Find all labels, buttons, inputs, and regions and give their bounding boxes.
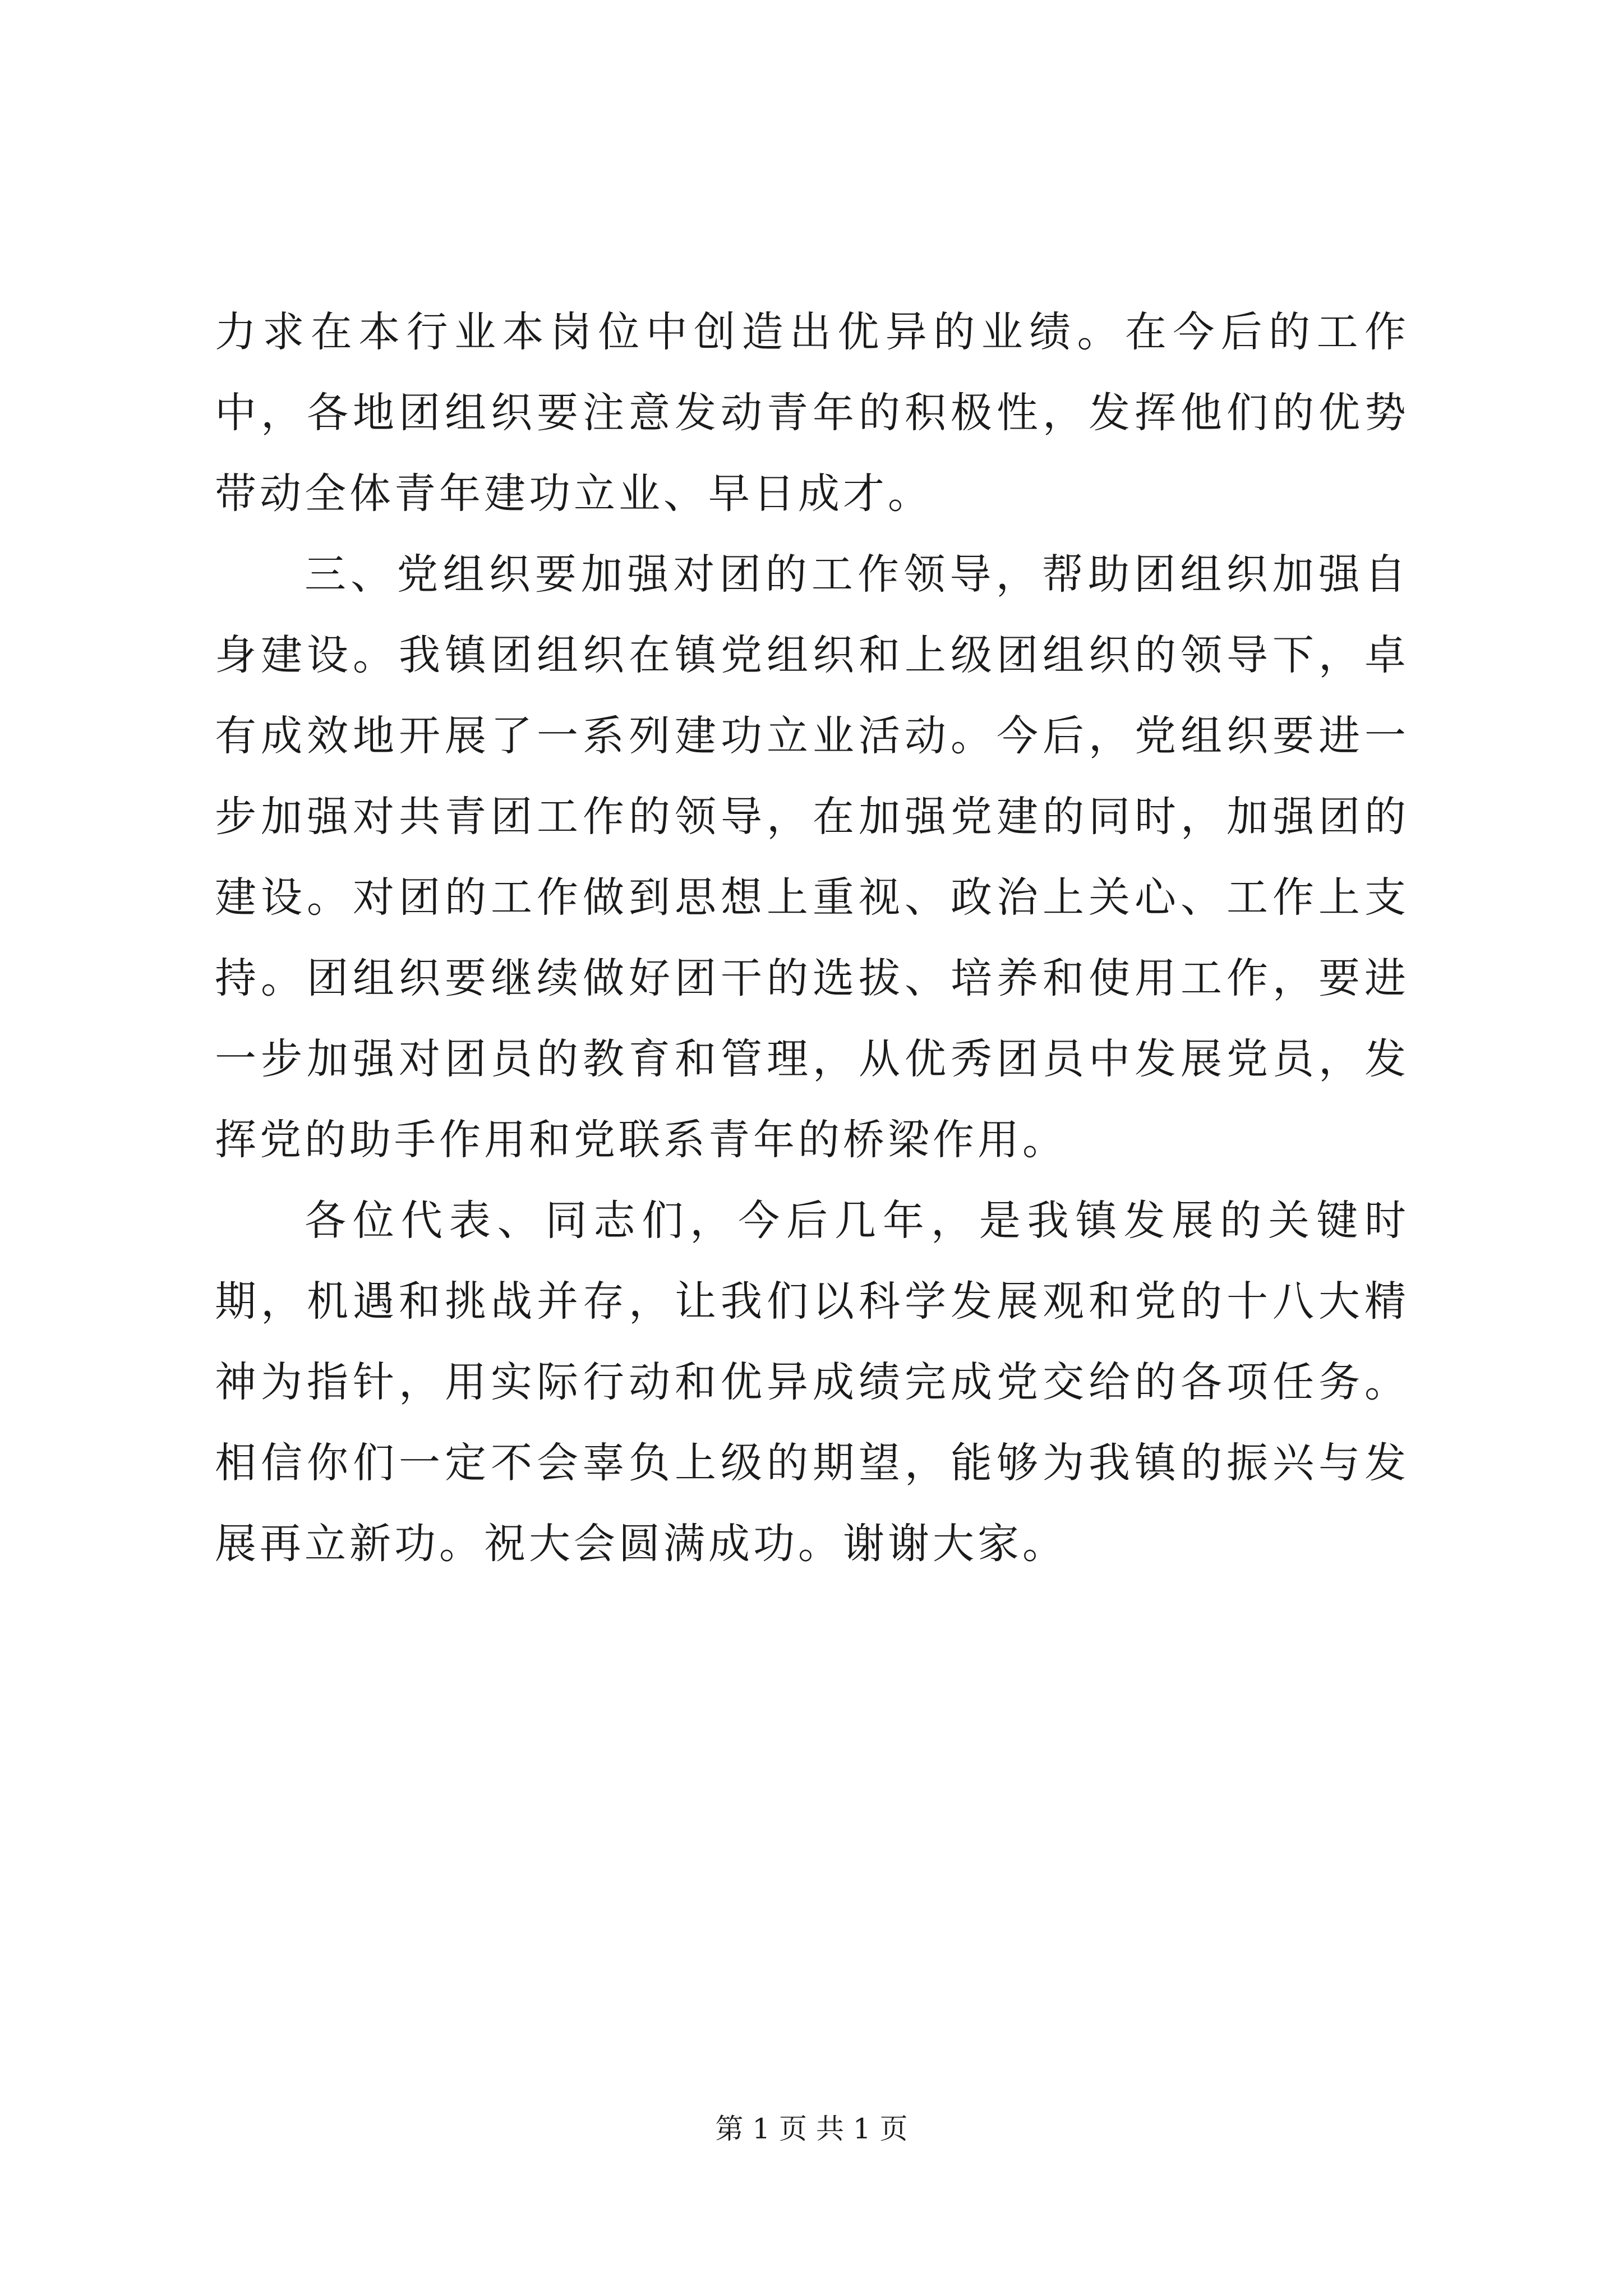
paragraph-point-three: 三、党组织要加强对团的工作领导，帮助团组织加强自身建设。我镇团组织在镇党组织和上级团组织的领导下，卓有成效地开展了一系列建功立业活动。今后，党组织要进一步加强对共青团工作的领导，在加强党建的同时，加强团的建设。对团的工作做到思想上重视、政治上关心、工作上支持。团组织要继续做好团干的选拔、培养和使用工作，要进一步加强对团员的教育和管理，从优秀团员中发展党员，发挥党的助手作用和党联系青年的桥梁作用。	[215, 550, 1409, 1164]
document-body	[215, 292, 1409, 1584]
paragraph-continuation: 力求在本行业本岗位中创造出优异的业绩。在今后的工作中，各地团组织要注意发动青年的积极性，发挥他们的优势带动全体青年建功立业、早日成才。	[215, 308, 1409, 518]
paragraph-closing: 各位代表、同志们，今后几年，是我镇发展的关键时期，机遇和挑战并存，让我们以科学发展观和党的十八大精神为指针，用实际行动和优异成绩完成党交给的各项任务。相信你们一定不会辜负上级的期望，能够为我镇的振兴与发展再立新功。祝大会圆满成功。谢谢大家。	[215, 1197, 1409, 1568]
page-footer: 第 1 页 共 1 页	[715, 2113, 908, 2145]
